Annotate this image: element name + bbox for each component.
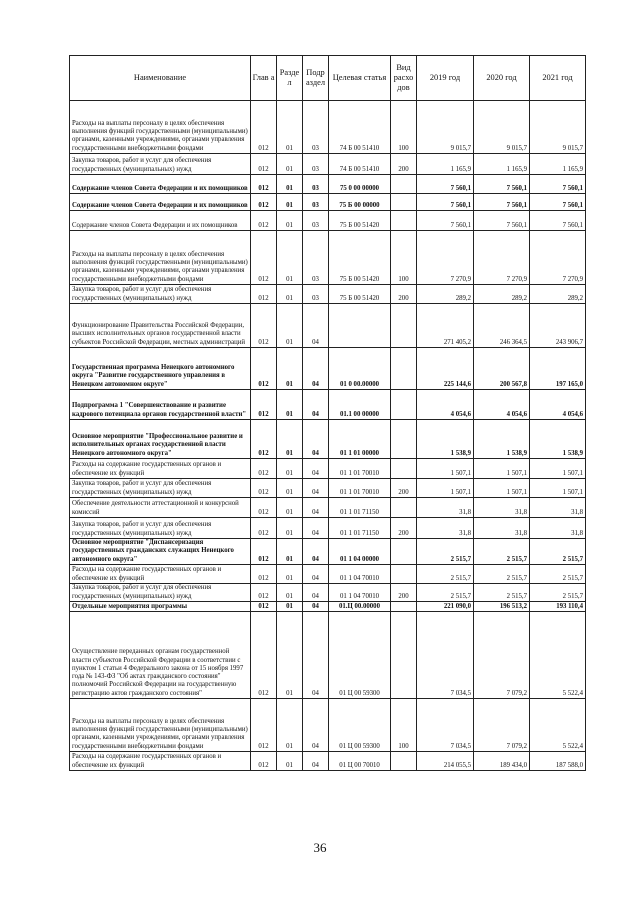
col-header-vid: Вид расхо дов	[391, 56, 417, 101]
cell-2020: 7 270,9	[474, 231, 530, 285]
cell-razdel: 01	[277, 752, 303, 771]
cell-statya: 75 Б 00 51420	[329, 285, 391, 304]
cell-2020: 7 560,1	[474, 211, 530, 231]
cell-glava: 012	[251, 518, 277, 539]
cell-statya: 01 1 01 71150	[329, 518, 391, 539]
cell-name: Государственная программа Ненецкого автономного округа "Развитие государственного управления в Ненецком автономном округе"	[70, 348, 251, 390]
cell-glava: 012	[251, 459, 277, 479]
cell-razdel: 01	[277, 498, 303, 518]
table-row	[70, 285, 586, 304]
cell-razdel: 01	[277, 304, 303, 348]
table-row	[70, 175, 586, 194]
cell-glava: 012	[251, 101, 277, 154]
cell-2019: 1 538,9	[417, 420, 474, 459]
cell-glava: 012	[251, 498, 277, 518]
cell-glava: 012	[251, 602, 277, 612]
cell-2021: 5 522,4	[530, 699, 586, 752]
cell-statya: 01 1 04 70010	[329, 565, 391, 584]
cell-vid	[391, 175, 417, 194]
cell-2021: 7 560,1	[530, 175, 586, 194]
cell-glava: 012	[251, 612, 277, 699]
cell-2020: 31,8	[474, 498, 530, 518]
table-row	[70, 479, 586, 498]
cell-2019: 2 515,7	[417, 584, 474, 602]
cell-vid	[391, 602, 417, 612]
cell-name: Отдельные мероприятия программы	[70, 602, 251, 612]
cell-2019: 7 560,1	[417, 211, 474, 231]
cell-statya: 01 1 01 70010	[329, 479, 391, 498]
cell-name: Основное мероприятие "Профессиональное развитие и исполнительных органах государственной власти Ненецкого автономного округа"	[70, 420, 251, 459]
cell-2020: 1 538,9	[474, 420, 530, 459]
cell-podrazdel: 04	[303, 420, 329, 459]
cell-glava: 012	[251, 194, 277, 211]
cell-razdel: 01	[277, 565, 303, 584]
cell-glava: 012	[251, 175, 277, 194]
cell-razdel: 01	[277, 194, 303, 211]
col-header-2021: 2021 год	[530, 56, 586, 101]
cell-vid	[391, 752, 417, 771]
cell-razdel: 01	[277, 154, 303, 175]
cell-podrazdel: 04	[303, 498, 329, 518]
cell-2021: 31,8	[530, 518, 586, 539]
cell-name: Расходы на выплаты персоналу в целях обеспечения выполнения функций государственными (муниципальными) органами, казенными учреждениями, органами управления государственными внебюджетными фондами	[70, 231, 251, 285]
cell-podrazdel: 04	[303, 479, 329, 498]
cell-vid: 200	[391, 285, 417, 304]
cell-statya: 01 Ц 00 70010	[329, 752, 391, 771]
cell-2019: 214 055,5	[417, 752, 474, 771]
cell-2020: 31,8	[474, 518, 530, 539]
cell-vid: 200	[391, 154, 417, 175]
cell-podrazdel: 03	[303, 101, 329, 154]
cell-2021: 243 906,7	[530, 304, 586, 348]
cell-glava: 012	[251, 479, 277, 498]
cell-statya: 01 Ц 00 59300	[329, 612, 391, 699]
cell-podrazdel: 04	[303, 539, 329, 565]
cell-statya: 01 1 01 70010	[329, 459, 391, 479]
cell-name: Содержание членов Совета Федерации и их помощников	[70, 175, 251, 194]
cell-razdel: 01	[277, 175, 303, 194]
cell-razdel: 01	[277, 612, 303, 699]
col-header-glava: Глав а	[251, 56, 277, 101]
table-row	[70, 459, 586, 479]
cell-vid	[391, 211, 417, 231]
cell-2021: 289,2	[530, 285, 586, 304]
cell-2021: 2 515,7	[530, 539, 586, 565]
cell-2019: 9 015,7	[417, 101, 474, 154]
cell-podrazdel: 04	[303, 348, 329, 390]
cell-2021: 7 560,1	[530, 194, 586, 211]
cell-2019: 271 405,2	[417, 304, 474, 348]
cell-2020: 7 560,1	[474, 175, 530, 194]
cell-statya: 74 Б 00 51410	[329, 101, 391, 154]
cell-podrazdel: 03	[303, 154, 329, 175]
cell-name: Закупка товаров, работ и услуг для обеспечения государственных (муниципальных) нужд	[70, 285, 251, 304]
cell-statya: 75 Б 00 51420	[329, 231, 391, 285]
cell-name: Расходы на содержание государственных органов и обеспечение их функций	[70, 752, 251, 771]
cell-2019: 31,8	[417, 498, 474, 518]
col-header-podrazdel: Подр аздел	[303, 56, 329, 101]
cell-name: Расходы на содержание государственных органов и обеспечение их функций	[70, 565, 251, 584]
cell-2019: 7 034,5	[417, 612, 474, 699]
col-header-2020: 2020 год	[474, 56, 530, 101]
cell-2019: 1 507,1	[417, 479, 474, 498]
cell-name: Закупка товаров, работ и услуг для обеспечения государственных (муниципальных) нужд	[70, 154, 251, 175]
cell-razdel: 01	[277, 584, 303, 602]
cell-2019: 31,8	[417, 518, 474, 539]
cell-2021: 2 515,7	[530, 565, 586, 584]
cell-2021: 2 515,7	[530, 584, 586, 602]
cell-statya: 01.Ц 00.00000	[329, 602, 391, 612]
cell-2019: 2 515,7	[417, 539, 474, 565]
cell-podrazdel: 04	[303, 390, 329, 420]
col-header-razdel: Разде л	[277, 56, 303, 101]
cell-razdel: 01	[277, 285, 303, 304]
cell-vid: 200	[391, 518, 417, 539]
cell-statya: 75 Б 00 00000	[329, 194, 391, 211]
cell-statya: 01 0 00.00000	[329, 348, 391, 390]
cell-statya: 01 1 01 00000	[329, 420, 391, 459]
cell-statya: 01.1 00 00000	[329, 390, 391, 420]
cell-glava: 012	[251, 231, 277, 285]
table-row	[70, 699, 586, 752]
cell-2019: 7 270,9	[417, 231, 474, 285]
table-row	[70, 420, 586, 459]
cell-vid	[391, 565, 417, 584]
cell-vid: 100	[391, 231, 417, 285]
cell-podrazdel: 03	[303, 285, 329, 304]
cell-name: Функционирование Правительства Российской Федерации, высших исполнительных органов государственной власти субъектов Российской Федерации, местных администраций	[70, 304, 251, 348]
table-row	[70, 539, 586, 565]
cell-vid: 100	[391, 101, 417, 154]
cell-2021: 1 507,1	[530, 459, 586, 479]
cell-2021: 31,8	[530, 498, 586, 518]
cell-name: Расходы на содержание государственных органов и обеспечение их функций	[70, 459, 251, 479]
table-row	[70, 154, 586, 175]
cell-razdel: 01	[277, 459, 303, 479]
cell-podrazdel: 04	[303, 752, 329, 771]
cell-razdel: 01	[277, 479, 303, 498]
cell-podrazdel: 04	[303, 612, 329, 699]
cell-podrazdel: 04	[303, 584, 329, 602]
cell-vid	[391, 498, 417, 518]
cell-2021: 1 507,1	[530, 479, 586, 498]
cell-name: Закупка товаров, работ и услуг для обеспечения государственных (муниципальных) нужд	[70, 584, 251, 602]
cell-statya: 74 Б 00 51410	[329, 154, 391, 175]
cell-2020: 289,2	[474, 285, 530, 304]
cell-glava: 012	[251, 285, 277, 304]
cell-2021: 1 538,9	[530, 420, 586, 459]
cell-name: Основное мероприятие "Диспансеризация государственных гражданских служащих Ненецкого автономного округа"	[70, 539, 251, 565]
cell-2020: 2 515,7	[474, 565, 530, 584]
cell-glava: 012	[251, 154, 277, 175]
cell-2020: 1 165,9	[474, 154, 530, 175]
cell-name: Закупка товаров, работ и услуг для обеспечения государственных (муниципальных) нужд	[70, 479, 251, 498]
cell-2019: 289,2	[417, 285, 474, 304]
cell-2021: 7 270,9	[530, 231, 586, 285]
cell-vid	[391, 459, 417, 479]
cell-name: Подпрограмма 1 "Совершенствование и развитие кадрового потенциала органов государственной власти"	[70, 390, 251, 420]
table-row	[70, 390, 586, 420]
cell-2019: 225 144,6	[417, 348, 474, 390]
cell-2020: 7 079,2	[474, 612, 530, 699]
cell-2019: 7 034,5	[417, 699, 474, 752]
cell-statya	[329, 304, 391, 348]
cell-vid	[391, 348, 417, 390]
cell-podrazdel: 04	[303, 304, 329, 348]
table-row	[70, 518, 586, 539]
cell-2021: 9 015,7	[530, 101, 586, 154]
cell-podrazdel: 04	[303, 565, 329, 584]
cell-2019: 7 560,1	[417, 175, 474, 194]
cell-razdel: 01	[277, 231, 303, 285]
cell-podrazdel: 03	[303, 194, 329, 211]
table-row	[70, 231, 586, 285]
cell-glava: 012	[251, 752, 277, 771]
table-row	[70, 752, 586, 771]
cell-2020: 246 364,5	[474, 304, 530, 348]
table-row	[70, 498, 586, 518]
cell-glava: 012	[251, 304, 277, 348]
cell-2020: 2 515,7	[474, 584, 530, 602]
cell-statya: 75 0 00 00000	[329, 175, 391, 194]
cell-2021: 1 165,9	[530, 154, 586, 175]
cell-name: Закупка товаров, работ и услуг для обеспечения государственных (муниципальных) нужд	[70, 518, 251, 539]
cell-razdel: 01	[277, 539, 303, 565]
cell-name: Расходы на выплаты персоналу в целях обеспечения выполнения функций государственными (муниципальными) органами, казенными учреждениями, органами управления государственными внебюджетными фондами	[70, 101, 251, 154]
col-header-name: Наименование	[70, 56, 251, 101]
cell-statya: 01 Ц 00 59300	[329, 699, 391, 752]
cell-2021: 187 588,0	[530, 752, 586, 771]
cell-glava: 012	[251, 348, 277, 390]
cell-glava: 012	[251, 420, 277, 459]
cell-razdel: 01	[277, 101, 303, 154]
cell-podrazdel: 04	[303, 459, 329, 479]
cell-glava: 012	[251, 539, 277, 565]
cell-podrazdel: 03	[303, 175, 329, 194]
cell-vid: 200	[391, 479, 417, 498]
cell-name: Содержание членов Совета Федерации и их помощников	[70, 211, 251, 231]
cell-podrazdel: 04	[303, 602, 329, 612]
cell-vid: 100	[391, 699, 417, 752]
cell-glava: 012	[251, 584, 277, 602]
cell-2019: 4 054,6	[417, 390, 474, 420]
table-row	[70, 348, 586, 390]
cell-2019: 7 560,1	[417, 194, 474, 211]
table-row	[70, 612, 586, 699]
cell-name: Осуществление переданных органам государственной власти субъектов Российской Федерации в соответствии с пунктом 1 статьи 4 Федерального закона от 15 ноября 1997 года № 143-ФЗ "Об актах гражданского состояния" полномочий Российской Федерации на государственную регистрацию актов гражданского состояния"	[70, 612, 251, 699]
cell-statya: 01 1 01 71150	[329, 498, 391, 518]
cell-glava: 012	[251, 390, 277, 420]
cell-2019: 1 165,9	[417, 154, 474, 175]
cell-2019: 1 507,1	[417, 459, 474, 479]
col-header-statya: Целевая статья	[329, 56, 391, 101]
table-row	[70, 304, 586, 348]
cell-2021: 7 560,1	[530, 211, 586, 231]
cell-2021: 5 522,4	[530, 612, 586, 699]
cell-glava: 012	[251, 565, 277, 584]
table-row	[70, 565, 586, 584]
budget-table	[69, 55, 586, 771]
table-row	[70, 101, 586, 154]
cell-razdel: 01	[277, 602, 303, 612]
cell-name: Содержание членов Совета Федерации и их помощников	[70, 194, 251, 211]
cell-name: Обеспечение деятельности аттестационной и конкурсной комиссий	[70, 498, 251, 518]
cell-razdel: 01	[277, 420, 303, 459]
table-row	[70, 194, 586, 211]
col-header-2019: 2019 год	[417, 56, 474, 101]
cell-vid	[391, 612, 417, 699]
page-number: 36	[313, 840, 327, 855]
cell-statya: 01 1 04 70010	[329, 584, 391, 602]
cell-razdel: 01	[277, 390, 303, 420]
cell-glava: 012	[251, 211, 277, 231]
cell-2020: 9 015,7	[474, 101, 530, 154]
cell-2020: 196 513,2	[474, 602, 530, 612]
cell-razdel: 01	[277, 699, 303, 752]
cell-2020: 4 054,6	[474, 390, 530, 420]
cell-razdel: 01	[277, 211, 303, 231]
cell-vid	[391, 304, 417, 348]
cell-razdel: 01	[277, 518, 303, 539]
cell-2019: 221 090,0	[417, 602, 474, 612]
cell-vid: 200	[391, 584, 417, 602]
cell-2021: 193 110,4	[530, 602, 586, 612]
cell-2020: 7 079,2	[474, 699, 530, 752]
table-row	[70, 211, 586, 231]
cell-2020: 200 567,8	[474, 348, 530, 390]
cell-vid	[391, 539, 417, 565]
cell-2020: 2 515,7	[474, 539, 530, 565]
cell-2020: 7 560,1	[474, 194, 530, 211]
cell-2020: 189 434,0	[474, 752, 530, 771]
cell-2021: 4 054,6	[530, 390, 586, 420]
cell-2019: 2 515,7	[417, 565, 474, 584]
cell-statya: 01 1 04 00000	[329, 539, 391, 565]
cell-2021: 197 165,0	[530, 348, 586, 390]
cell-razdel: 01	[277, 348, 303, 390]
cell-name: Расходы на выплаты персоналу в целях обеспечения выполнения функций государственными (муниципальными) органами, казенными учреждениями, органами управления государственными внебюджетными фондами	[70, 699, 251, 752]
cell-podrazdel: 04	[303, 518, 329, 539]
table-row	[70, 602, 586, 612]
cell-vid	[391, 194, 417, 211]
cell-statya: 75 Б 00 51420	[329, 211, 391, 231]
table-body	[70, 101, 586, 771]
cell-vid	[391, 420, 417, 459]
cell-vid	[391, 390, 417, 420]
cell-2020: 1 507,1	[474, 459, 530, 479]
cell-glava: 012	[251, 699, 277, 752]
table-row	[70, 584, 586, 602]
table-header-row	[70, 56, 586, 101]
cell-podrazdel: 03	[303, 231, 329, 285]
cell-podrazdel: 03	[303, 211, 329, 231]
cell-2020: 1 507,1	[474, 479, 530, 498]
cell-podrazdel: 04	[303, 699, 329, 752]
